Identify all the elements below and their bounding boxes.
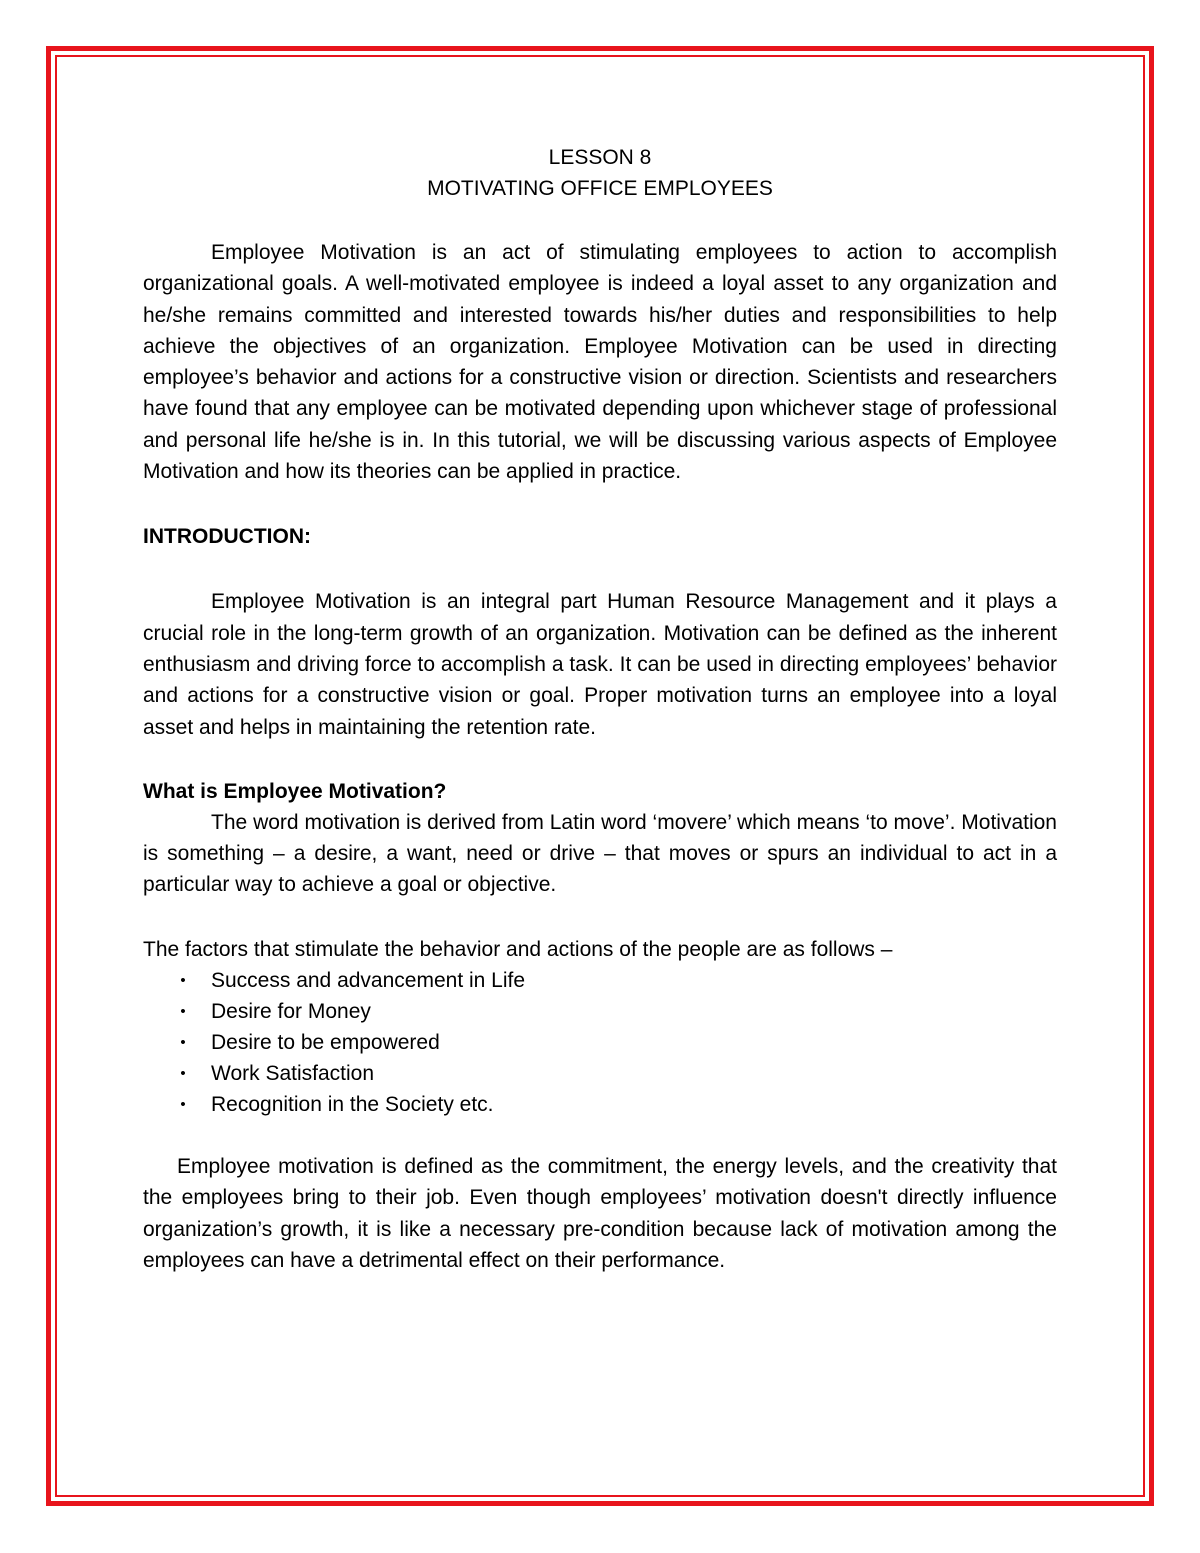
list-item [143, 1089, 1057, 1120]
closing-paragraph: Employee motivation is defined as the commitment, the energy levels, and the creativity that the employees bring to their job. Even though employees’ motivation doesn't directly influence organization’s growth, it is like a necessary pre-condition because lack of motivation among the employees can have a detrimental effect on their performance. [143, 1155, 1057, 1272]
bullet-icon: • [180, 1003, 186, 1021]
list-item-text: Success and advancement in Life [211, 969, 526, 993]
bullet-icon: • [180, 1034, 186, 1052]
list-item [143, 1027, 1057, 1058]
list-item-text: Recognition in the Society etc. [211, 1093, 494, 1117]
factors-intro: The factors that stimulate the behavior and actions of the people are as follows – [143, 937, 893, 961]
list-item-text: Desire for Money [211, 1000, 371, 1024]
bullet-icon: • [180, 1096, 186, 1114]
list-item-text: Desire to be empowered [211, 1031, 440, 1055]
bullet-icon: • [180, 1065, 186, 1083]
lesson-label: LESSON 8 [548, 146, 652, 169]
what-is-paragraph: The word motivation is derived from Latin word ‘movere’ which means ‘to move’. Motivation is something – a desire, a want, need or drive – that moves or spurs an individual to act in a particular way to achieve a goal or objective. [143, 810, 1057, 897]
introduction-heading: INTRODUCTION: [143, 525, 311, 549]
introduction-paragraph: Employee Motivation is an integral part Human Resource Management and it plays a crucial role in the long-term growth of an organization. Motivation can be defined as the inherent enthusiasm and driving force to accomplish a task. It can be used in directing employees’ behavior and actions for a constructive vision or goal. Proper motivation turns an employee into a loyal asset and helps in maintaining the retention rate. [143, 590, 1057, 739]
what-is-heading: What is Employee Motivation? [143, 779, 447, 803]
document-body [143, 142, 1057, 1276]
list-item [143, 1058, 1057, 1089]
intro-paragraph: Employee Motivation is an act of stimulating employees to action to accomplish organizational goals. A well-motivated employee is indeed a loyal asset to any organization and he/she remains committed and interested towards his/her duties and responsibilities to help achieve the objectives of an organization. Employee Motivation can be used in directing employee’s behavior and actions for a constructive vision or direction. Scientists and researchers have found that any employee can be motivated depending upon whichever stage of professional and personal life he/she is in. In this tutorial, we will be discussing various aspects of Employee Motivation and how its theories can be applied in practice. [143, 241, 1057, 484]
list-item-text: Work Satisfaction [211, 1062, 375, 1086]
bullet-icon: • [180, 972, 186, 990]
factors-list [143, 965, 1057, 1120]
lesson-title: MOTIVATING OFFICE EMPLOYEES [427, 177, 773, 200]
list-item [143, 965, 1057, 996]
list-item [143, 996, 1057, 1027]
